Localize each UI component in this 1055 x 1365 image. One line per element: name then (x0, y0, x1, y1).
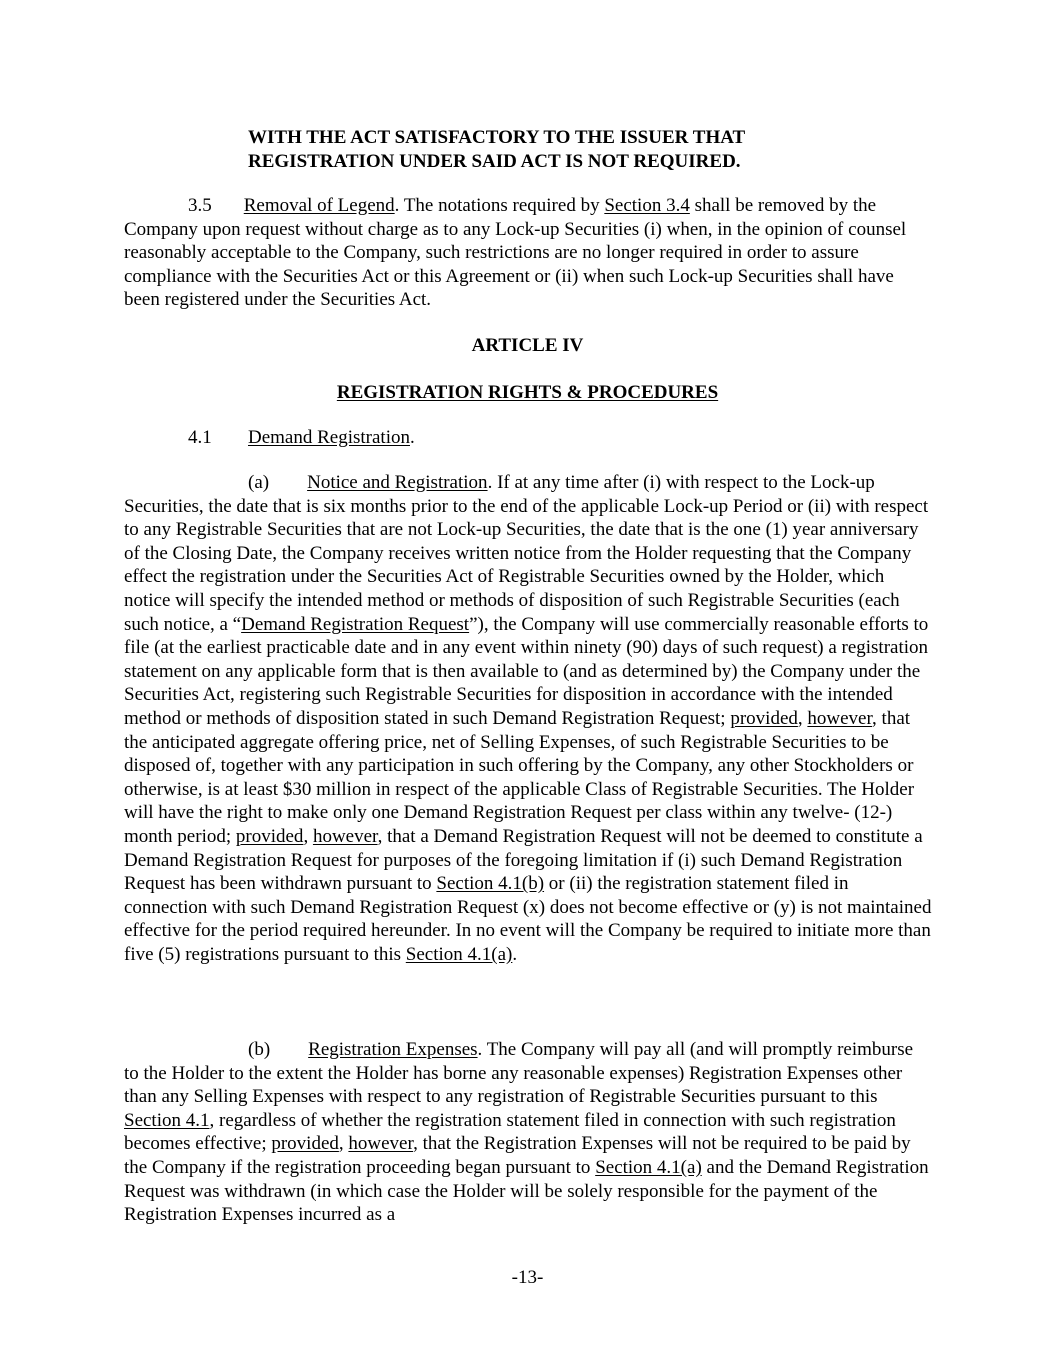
section-text: , (797, 707, 808, 729)
section-text: , that a Demand Registration Request will not be deemed to constitute a Demand Registration Request for purposes of the foregoing limitation if (i) such Demand Registration Request has been withdrawn pursuant to (124, 825, 923, 895)
legend-line-2: REGISTRATION UNDER SAID ACT IS NOT REQUIRED. (248, 151, 741, 172)
section-4-1-heading (248, 426, 415, 449)
page-number: -13- (511, 1267, 544, 1288)
section-3-5 (124, 194, 932, 312)
section-text: or (ii) the registration statement filed in connection with such Demand Registration Request (x) does not become effective or (y) is not maintained effective for the period required hereunder. In no event will the Company be required to initiate more than five (5) registrations pursuant to this (124, 873, 932, 965)
section-text: . (512, 943, 518, 965)
proviso-term: however (807, 707, 873, 729)
legend-line-1: WITH THE ACT SATISFACTORY TO THE ISSUER THAT (248, 127, 746, 148)
cross-reference: Section 4.1 (124, 1109, 210, 1131)
section-text: , (338, 1133, 349, 1155)
article-title-text: REGISTRATION RIGHTS & PROCEDURES (336, 382, 719, 403)
section-text: , that the anticipated aggregate offering price, net of Selling Expenses, of such Registrable Securities to be disposed of, together with any participation in such offering by the Company, any other Stockholders or otherwise, is at least $30 million in respect of the applicable Class of Registrable Securities. The Holder will have the right to make only one Demand Registration Request per class within any twelve- (12-) month period; (124, 707, 915, 847)
section-4-1-a (124, 471, 932, 966)
section-text: , regardless of whether the registration statement filed in connection with such registration becomes effective; (124, 1109, 896, 1155)
section-text: . The notations required by (394, 195, 605, 216)
subsection-heading: Registration Expenses (308, 1039, 478, 1060)
proviso-term: however (312, 825, 378, 847)
section-text: , (303, 825, 313, 847)
subsection-label: (b) (248, 1039, 271, 1060)
section-number: 4.1 (188, 427, 212, 448)
proviso-term: provided (271, 1133, 339, 1155)
section-text: . If at any time after (i) with respect to the Lock-up Securities, the date that is six months prior to the end of the applicable Lock-up Period or (ii) with respect to any Registrable Securities that are not Lock-up Securities, the date that is the one (1) year anniversary of the Closing Date, the Company receives written notice from the Holder requesting that the Company effect the registration under the Securities Act of Registrable Securities owned by the Holder, which notice will specify the intended method or methods of disposition of such Registrable Securities (each such notice, a “ (124, 472, 929, 635)
section-number: 3.5 (188, 195, 212, 216)
section-heading: Removal of Legend (243, 195, 395, 216)
section-4-1-b (124, 1038, 932, 1227)
section-text: and the Demand Registration Request was withdrawn (in which case the Holder will be solely responsible for the payment of the Registration Expenses incurred as a (124, 1156, 929, 1226)
section-text: . (410, 427, 415, 448)
subsection-label: (a) (248, 472, 270, 493)
section-heading: Demand Registration (248, 427, 410, 448)
subsection-heading: Notice and Registration (307, 472, 488, 493)
section-text: , that the Registration Expenses will not be required to be paid by the Company if the registration proceeding began pursuant to (124, 1133, 911, 1178)
article-number: ARTICLE IV (471, 335, 584, 356)
cross-reference: Section 4.1(b) (436, 873, 545, 895)
section-text: ”), the Company will use commercially reasonable efforts to file (at the earliest practicable date and in any event within ninety (90) days of such request) a registration statement on any applicable form that is then available to (and as determined by) the Company under the Securities Act, registering such Registrable Securities for disposition in accordance with the intended method or methods of disposition stated in such Demand Registration Request; (124, 613, 929, 729)
article-title (0, 381, 1055, 404)
cross-reference: Section 3.4 (604, 195, 690, 216)
proviso-term: however (348, 1133, 414, 1155)
section-text: . The Company will pay all (and will promptly reimburse to the Holder to the extent the Holder has borne any reasonable expenses) Registration Expenses other than any Selling Expenses with respect to any registration of Registrable Securities pursuant to this (124, 1039, 914, 1108)
cross-reference: Section 4.1(a) (595, 1156, 702, 1178)
defined-term: Demand Registration Request (241, 613, 470, 635)
proviso-term: provided (730, 707, 798, 729)
proviso-term: provided (235, 825, 304, 847)
cross-reference: Section 4.1(a) (405, 943, 513, 965)
section-text: shall be removed by the Company upon request without charge as to any Lock-up Securities (i) when, in the opinion of counsel reasonably acceptable to the Company, such restrictions are no longer required in order to assure compliance with the Securities Act or this Agreement or (ii) when such Lock-up Securities shall have been registered under the Securities Act. (124, 195, 907, 311)
